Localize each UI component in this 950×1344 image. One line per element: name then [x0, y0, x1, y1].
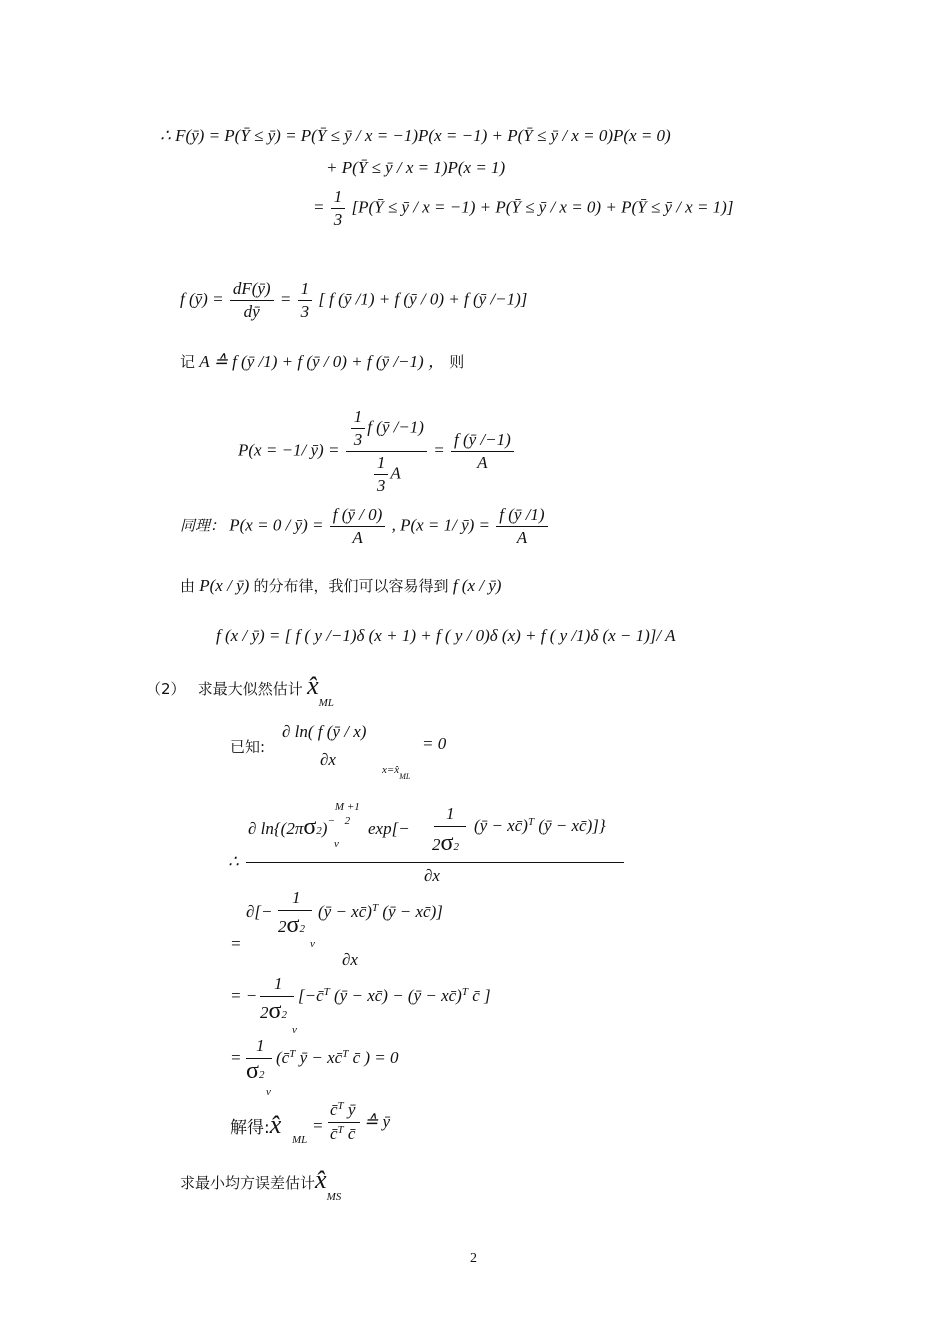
deriv-inner-den: 2σ2 — [432, 830, 459, 856]
step3-expr: [−c̄$^T$ (ȳ − xc̄) − (ȳ − xc̄)$^T$ c̄ ] — [298, 986, 491, 1005]
step3-subv: v — [292, 1024, 297, 1036]
eq1-line1: ∴ F(ȳ) = P(Ȳ ≤ ȳ) = P(Ȳ ≤ ȳ / x = −1)P(x = −1) + P(Ȳ ≤ ȳ / x = 0)P(x = 0) — [160, 126, 671, 145]
known-rhs: = 0 — [422, 734, 447, 753]
deriv-inner-num: 1 — [446, 804, 455, 823]
step3-c-num: 1 — [274, 974, 283, 993]
ms-heading: 求最小均方误差估计$x̂_{MS}$ — [180, 1165, 342, 1203]
solve-sub: ML — [292, 1134, 308, 1146]
solve-eq: = — [312, 1116, 324, 1135]
page-number: 2 — [470, 1251, 477, 1266]
eq4-conditional-density: f (x / ȳ) = [ f ( y /−1)δ (x + 1) + f ( y / 0)δ (x) + f ( y /1)δ (x − 1)]/ A — [216, 626, 676, 645]
step3-eq: = − — [230, 986, 258, 1005]
known-denominator: ∂x — [320, 750, 336, 769]
solve-line — [328, 1122, 360, 1123]
step2-open: ∂[− — [246, 902, 273, 921]
eq3-posterior: P(x = −1/ ȳ) = $\frac{1}{3}$ f (ȳ /−1) $\frac{1}{3}$ A = $\frac{f (ȳ /-1)}{A}$ — [238, 406, 516, 497]
deriv-subv: v — [334, 838, 339, 850]
step2-subv: v — [310, 938, 315, 950]
deriv-inner-line — [434, 826, 466, 827]
eq1-line3: = $\frac{1}{3}$ [P(Ȳ ≤ ȳ / x = −1) + P(Ȳ ≤ ȳ / x = 0) + P(Ȳ ≤ ȳ / x = 1)] — [313, 187, 734, 229]
step3-c-den: 2σ2 — [260, 998, 287, 1024]
step3-c-line — [260, 996, 294, 997]
known-label: 已知: — [230, 738, 266, 756]
solve-den: c̄$^T$ c̄ — [330, 1124, 356, 1143]
solve-rhs: ≙ ȳ — [364, 1112, 391, 1131]
similar-posteriors: 同理： P(x = 0 / ȳ) = $\frac{f (ȳ / 0)}{A}$ , P(x = 1/ ȳ) = $\frac{f (ȳ /1)}{A}$ — [180, 504, 550, 549]
part2-heading: （2） 求最大似然估计 $x̂_{ML}$ — [146, 671, 334, 709]
step2-c-den: 2σ2 — [278, 912, 305, 938]
distribution-sentence: 由 P(x / ȳ) 的分布律，我们可以容易得到 f (x / ȳ) — [180, 576, 502, 595]
eq2-density: f (ȳ) = $\frac{dF(ȳ)}{dȳ}$ = $\frac{1}{3}$ [ f (ȳ /1) + f (ȳ / 0) + f (ȳ /−1)] — [180, 279, 528, 321]
known-condition: $x=x̂_{ML}$ — [382, 764, 411, 781]
known-numerator: ∂ ln( f (ȳ / x) — [282, 722, 367, 741]
step4-subv: v — [266, 1086, 271, 1098]
solve-result: 解得:x̂ — [230, 1110, 282, 1139]
step2-eq: = — [230, 934, 242, 953]
deriv-denominator: ∂x — [424, 866, 440, 885]
deriv-quadratic: (ȳ − xc̄)$^T$ (ȳ − xc̄)]} — [474, 816, 606, 835]
step4-eq: = — [230, 1048, 242, 1067]
deriv-fraction-line — [246, 862, 624, 863]
deriv-numerator: ∂ ln{(2πσ2)− M +1 2 exp[− — [248, 801, 410, 840]
therefore-symbol: ∴ — [228, 852, 239, 871]
step4-expr: (c̄$^T$ ȳ − xc̄$^T$ c̄ ) = 0 — [276, 1048, 399, 1067]
step4-c-den: σ2 — [246, 1058, 265, 1084]
solve-num: c̄$^T$ ȳ — [330, 1100, 356, 1119]
define-A: 记 A ≙ f (ȳ /1) + f (ȳ / 0) + f (ȳ /−1) ， 则 — [180, 352, 465, 371]
step2-quadratic: (ȳ − xc̄)$^T$ (ȳ − xc̄)] — [318, 902, 443, 921]
step2-denominator: ∂x — [342, 950, 358, 969]
eq1-line2: + P(Ȳ ≤ ȳ / x = 1)P(x = 1) — [326, 158, 506, 177]
step4-c-num: 1 — [256, 1036, 265, 1055]
step2-c-line — [278, 910, 312, 911]
step2-c-num: 1 — [292, 888, 301, 907]
